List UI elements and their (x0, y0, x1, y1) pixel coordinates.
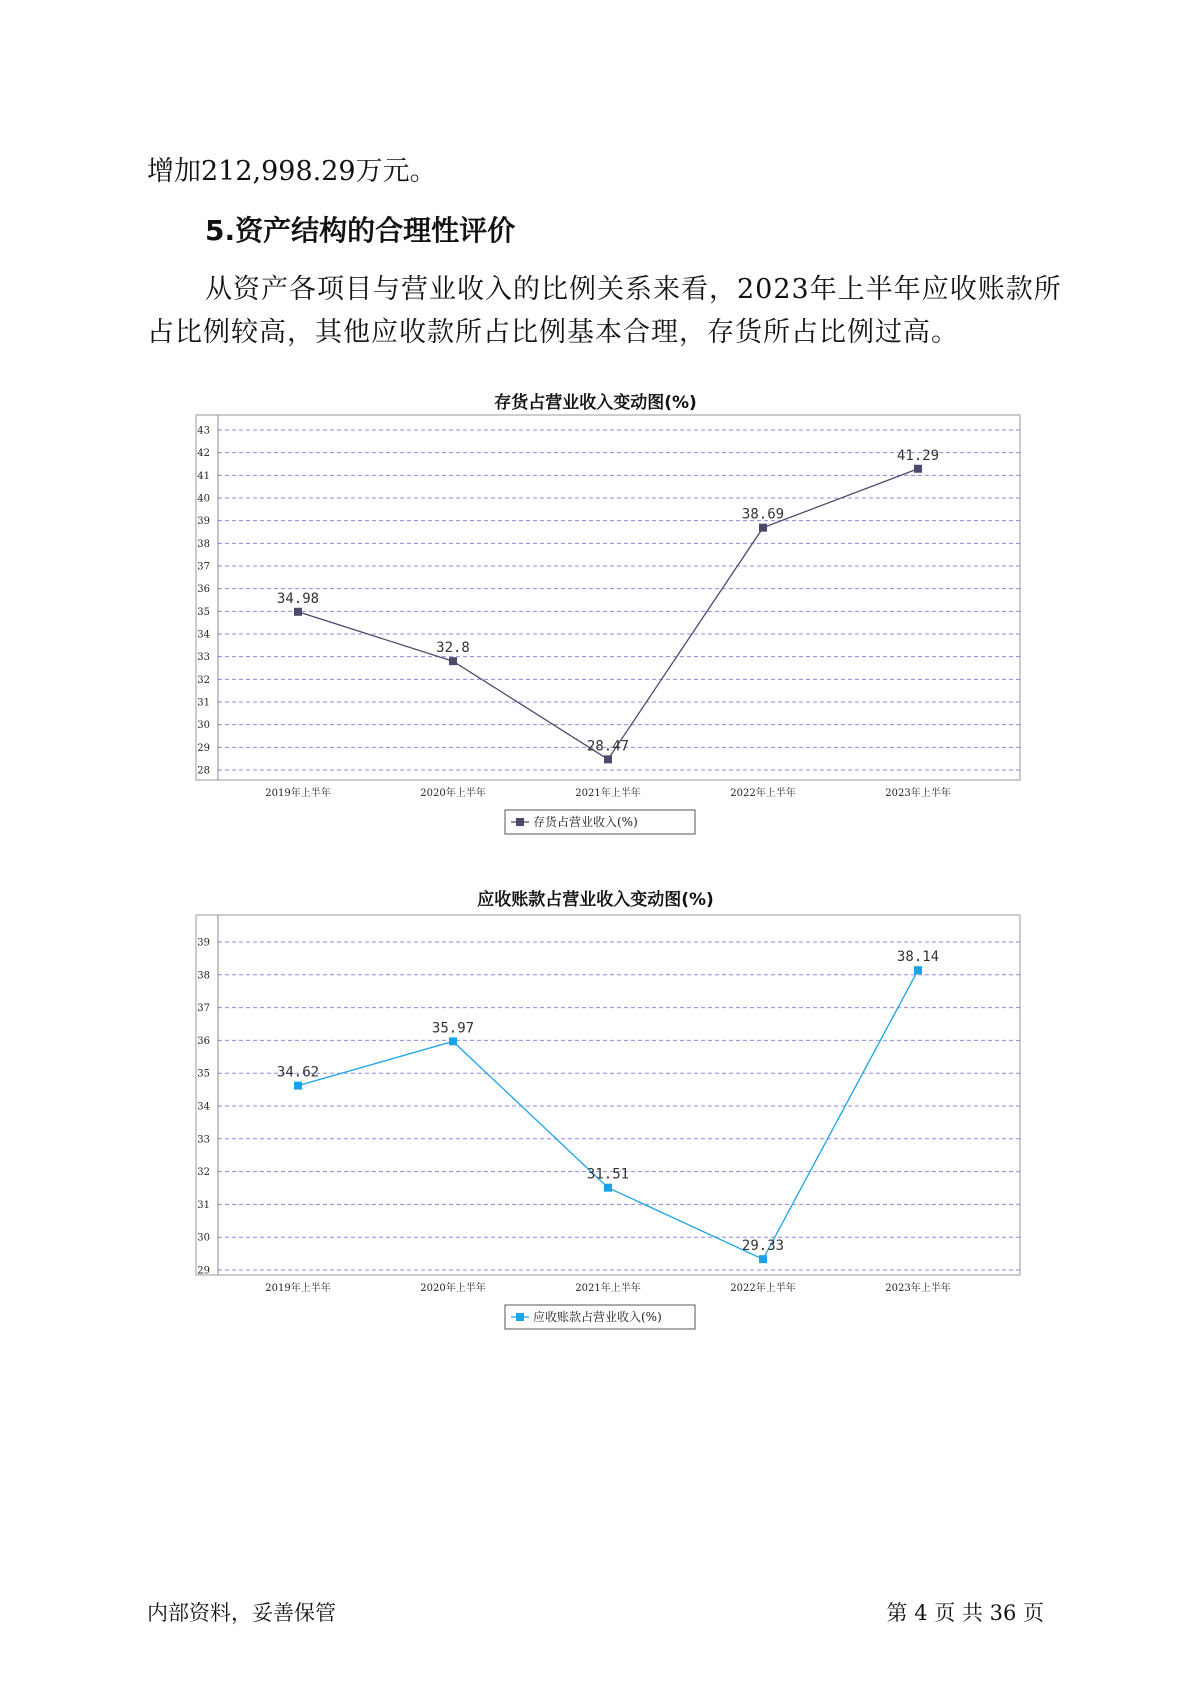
legend-label: 应收账款占营业收入(%) (533, 1310, 662, 1324)
data-label: 38.69 (741, 506, 785, 523)
plot-frame (196, 415, 1020, 780)
data-point (759, 524, 767, 532)
y-tick-label: 37 (197, 1003, 210, 1015)
section-heading: 5.资产结构的合理性评价 (205, 214, 516, 247)
y-tick-label: 35 (197, 606, 210, 618)
data-point (604, 755, 612, 763)
y-tick-label: 30 (197, 720, 210, 732)
y-tick-label: 33 (197, 1134, 210, 1146)
y-tick-label: 37 (197, 561, 210, 573)
data-label: 35.97 (431, 1020, 475, 1037)
y-tick-label: 36 (197, 1035, 210, 1047)
data-label: 34.62 (276, 1064, 320, 1081)
data-point (449, 1037, 457, 1045)
x-tick-label: 2019年上半年 (265, 1283, 331, 1294)
y-tick-label: 36 (197, 584, 210, 596)
data-label: 41.29 (896, 447, 940, 464)
y-tick-label: 41 (197, 470, 210, 482)
chart-2-title: 应收账款占营业收入变动图(%) (477, 890, 714, 910)
plot-frame (196, 915, 1020, 1275)
y-tick-label: 39 (197, 516, 210, 528)
y-tick-label: 40 (197, 493, 210, 505)
y-tick-label: 30 (197, 1232, 210, 1244)
data-label: 38.14 (896, 949, 940, 966)
y-tick-label: 39 (197, 937, 210, 949)
y-tick-label: 43 (197, 425, 210, 437)
x-tick-label: 2019年上半年 (265, 788, 331, 799)
y-tick-label: 34 (197, 1101, 210, 1113)
y-tick-label: 31 (197, 1199, 210, 1211)
y-tick-label: 34 (197, 629, 210, 641)
receivables-ratio-chart (0, 905, 1191, 1345)
data-point (449, 657, 457, 665)
y-tick-label: 28 (197, 765, 210, 777)
data-point (914, 465, 922, 473)
data-label: 31.51 (586, 1166, 630, 1183)
y-tick-label: 32 (197, 1167, 210, 1179)
data-label: 34.98 (276, 590, 320, 607)
footer-page-number: 第 4 页 共 36 页 (886, 1601, 1044, 1625)
y-tick-label: 42 (197, 448, 210, 460)
data-point (294, 1082, 302, 1090)
y-tick-label: 31 (197, 697, 210, 709)
chart-1-title: 存货占营业收入变动图(%) (494, 393, 697, 413)
paragraph-line-1: 从资产各项目与营业收入的比例关系来看，2023年上半年应收账款所 (205, 274, 1062, 305)
x-tick-label: 2020年上半年 (420, 788, 486, 799)
data-label: 29.33 (741, 1238, 785, 1255)
data-point (759, 1255, 767, 1263)
y-tick-label: 32 (197, 674, 210, 686)
legend-marker (516, 818, 524, 826)
y-tick-label: 29 (197, 742, 210, 754)
y-tick-label: 38 (197, 538, 210, 550)
legend-label: 存货占营业收入(%) (533, 815, 638, 829)
x-tick-label: 2020年上半年 (420, 1283, 486, 1294)
paragraph-text: 增加212,998.29万元。 (147, 156, 437, 187)
y-tick-label: 38 (197, 970, 210, 982)
paragraph-line-2: 占比例较高，其他应收款所占比例基本合理，存货所占比例过高。 (147, 317, 959, 348)
x-tick-label: 2021年上半年 (575, 788, 641, 799)
data-point (604, 1184, 612, 1192)
data-point (294, 608, 302, 616)
data-label: 32.8 (436, 640, 470, 657)
y-tick-label: 29 (197, 1265, 210, 1277)
legend-marker (516, 1313, 524, 1321)
x-tick-label: 2023年上半年 (885, 788, 951, 799)
data-label: 28.47 (586, 738, 630, 755)
y-tick-label: 35 (197, 1068, 210, 1080)
footer-confidential-note: 内部资料，妥善保管 (147, 1601, 336, 1625)
x-tick-label: 2022年上半年 (730, 1283, 796, 1294)
x-tick-label: 2023年上半年 (885, 1283, 951, 1294)
data-point (914, 966, 922, 974)
x-tick-label: 2021年上半年 (575, 1283, 641, 1294)
y-tick-label: 33 (197, 652, 210, 664)
inventory-ratio-chart (0, 405, 1191, 845)
x-tick-label: 2022年上半年 (730, 788, 796, 799)
